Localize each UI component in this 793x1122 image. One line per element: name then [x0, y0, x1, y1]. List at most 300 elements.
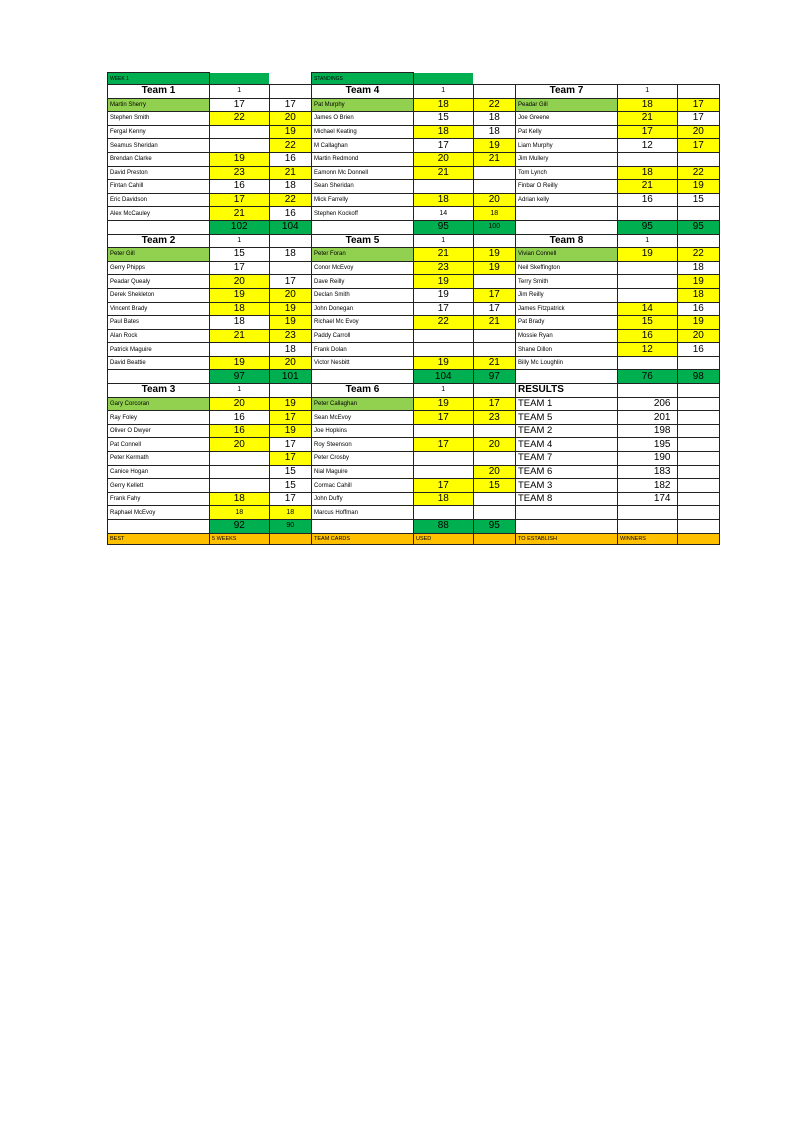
player-row: [108, 411, 720, 425]
score-b: 21: [473, 356, 516, 370]
score-b: 18: [473, 207, 516, 221]
score-b: 22: [269, 193, 312, 207]
score-a: 15: [414, 112, 474, 126]
empty-cell: [473, 85, 516, 99]
score-a: 18: [414, 492, 474, 506]
result-team: TEAM 5: [516, 411, 618, 425]
score-a: 19: [210, 152, 270, 166]
total-b: 100: [473, 220, 516, 234]
score-a: 15: [618, 316, 678, 330]
score-a: [618, 152, 678, 166]
team-name: Team 7: [516, 85, 618, 99]
team-name: Team 6: [312, 384, 414, 398]
score-b: 18: [269, 248, 312, 262]
score-a: 21: [618, 180, 678, 194]
score-a: 18: [414, 193, 474, 207]
score-b: 22: [473, 98, 516, 112]
player-row: [108, 356, 720, 370]
player-name: Finbar O Reilly: [516, 180, 618, 194]
player-row: [108, 139, 720, 153]
empty-cell: [677, 438, 720, 452]
totals-row: [108, 220, 720, 234]
player-row: [108, 207, 720, 221]
score-a: 19: [414, 397, 474, 411]
player-row: [108, 248, 720, 262]
score-a: 17: [210, 98, 270, 112]
score-b: 17: [677, 139, 720, 153]
player-name: Gary Corcoran: [108, 397, 210, 411]
score-b: 17: [269, 275, 312, 289]
score-b: 17: [269, 492, 312, 506]
score-b: 15: [269, 465, 312, 479]
score-a: 17: [414, 479, 474, 493]
player-name: Conor McEvoy: [312, 261, 414, 275]
score-a: 18: [618, 166, 678, 180]
player-name: Sean Sheridan: [312, 180, 414, 194]
week-number: 1: [618, 234, 678, 248]
score-b: 20: [677, 329, 720, 343]
score-b: [269, 261, 312, 275]
empty-cell: [677, 479, 720, 493]
player-name: Vincent Brady: [108, 302, 210, 316]
total-b: 104: [269, 220, 312, 234]
player-name: Terry Smith: [516, 275, 618, 289]
player-name: Stephen Kockoff: [312, 207, 414, 221]
player-name: Michael Keating: [312, 125, 414, 139]
week-number: 1: [210, 234, 270, 248]
player-name: Paddy Carroll: [312, 329, 414, 343]
total-a: 104: [414, 370, 474, 384]
score-a: 20: [414, 152, 474, 166]
player-name: Vivian Connell: [516, 248, 618, 262]
player-name: Richael Mc Evoy: [312, 316, 414, 330]
score-b: 19: [677, 316, 720, 330]
empty-cell: [516, 520, 618, 534]
score-b: [677, 207, 720, 221]
score-a: 19: [414, 288, 474, 302]
score-a: 23: [210, 166, 270, 180]
result-team: TEAM 3: [516, 479, 618, 493]
player-name: James Fitzpatrick: [516, 302, 618, 316]
player-row: [108, 316, 720, 330]
score-a: 22: [210, 112, 270, 126]
score-a: [210, 465, 270, 479]
score-a: [414, 329, 474, 343]
player-name: Neil Skeffington: [516, 261, 618, 275]
total-b: 98: [677, 370, 720, 384]
player-name: [516, 207, 618, 221]
score-a: 18: [414, 98, 474, 112]
score-b: 22: [677, 248, 720, 262]
result-team: TEAM 4: [516, 438, 618, 452]
empty-cell: [677, 384, 720, 398]
score-b: 22: [677, 166, 720, 180]
player-name: Oliver O Dwyer: [108, 424, 210, 438]
total-b: 90: [269, 520, 312, 534]
player-name: Dave Reilly: [312, 275, 414, 289]
score-a: [210, 479, 270, 493]
score-a: [618, 261, 678, 275]
score-b: 21: [269, 166, 312, 180]
score-a: 18: [414, 125, 474, 139]
score-b: [473, 343, 516, 357]
player-name: Cormac Cahill: [312, 479, 414, 493]
team-header-row: [108, 234, 720, 248]
empty-cell: [677, 492, 720, 506]
score-a: [618, 356, 678, 370]
score-a: 19: [618, 248, 678, 262]
score-b: 20: [269, 356, 312, 370]
total-a: 95: [414, 220, 474, 234]
result-score: 182: [618, 479, 678, 493]
total-a: 88: [414, 520, 474, 534]
score-b: 16: [269, 152, 312, 166]
player-name: Frank Dolan: [312, 343, 414, 357]
total-a: 76: [618, 370, 678, 384]
score-b: [473, 492, 516, 506]
player-name: Patrick Maguire: [108, 343, 210, 357]
player-row: [108, 438, 720, 452]
player-name: Alex McCauley: [108, 207, 210, 221]
week-number: 1: [618, 85, 678, 99]
totals-row: [108, 370, 720, 384]
week-number: 1: [414, 85, 474, 99]
week-number: 1: [210, 384, 270, 398]
player-name: James O Brien: [312, 112, 414, 126]
score-a: 21: [210, 207, 270, 221]
score-a: 16: [618, 193, 678, 207]
empty-cell: [677, 397, 720, 411]
player-name: Pat Connell: [108, 438, 210, 452]
player-name: Derek Shekleton: [108, 288, 210, 302]
player-name: Mossie Ryan: [516, 329, 618, 343]
result-score: 195: [618, 438, 678, 452]
player-name: Paul Bates: [108, 316, 210, 330]
score-b: 17: [473, 288, 516, 302]
empty-cell: [312, 370, 414, 384]
result-score: 206: [618, 397, 678, 411]
score-b: 16: [677, 343, 720, 357]
score-a: 14: [618, 302, 678, 316]
score-b: 18: [269, 180, 312, 194]
player-name: David Beattie: [108, 356, 210, 370]
score-b: 20: [473, 193, 516, 207]
score-b: 18: [677, 288, 720, 302]
player-name: Martin Redmond: [312, 152, 414, 166]
team-name: Team 1: [108, 85, 210, 99]
score-b: 18: [473, 112, 516, 126]
player-name: Mick Farrelly: [312, 193, 414, 207]
score-b: [473, 180, 516, 194]
score-a: [210, 139, 270, 153]
empty-cell: [677, 452, 720, 466]
score-a: 18: [210, 506, 270, 520]
total-b: 101: [269, 370, 312, 384]
label-row: [108, 73, 720, 85]
score-b: 18: [473, 125, 516, 139]
player-name: Pat Kelly: [516, 125, 618, 139]
score-a: 16: [210, 180, 270, 194]
score-b: 15: [473, 479, 516, 493]
score-a: 18: [618, 98, 678, 112]
empty-cell: [269, 85, 312, 99]
player-row: [108, 275, 720, 289]
player-row: [108, 397, 720, 411]
score-b: [473, 452, 516, 466]
footer-cell: TEAM CARDS: [312, 533, 414, 544]
score-a: 22: [414, 316, 474, 330]
player-row: [108, 343, 720, 357]
score-a: 18: [210, 492, 270, 506]
empty-cell: [108, 520, 210, 534]
week-label: WEEK 1: [108, 73, 210, 85]
player-name: Peter Gill: [108, 248, 210, 262]
standings-label: STANDINGS: [312, 73, 414, 85]
label-spacer: [516, 73, 618, 85]
score-a: 17: [414, 438, 474, 452]
result-team: TEAM 6: [516, 465, 618, 479]
score-a: [414, 465, 474, 479]
player-row: [108, 452, 720, 466]
player-name: Brendan Clarke: [108, 152, 210, 166]
footer-cell: USED: [414, 533, 474, 544]
result-score: 190: [618, 452, 678, 466]
score-b: [677, 356, 720, 370]
score-b: 19: [269, 316, 312, 330]
score-a: 20: [210, 438, 270, 452]
empty-cell: [677, 234, 720, 248]
player-row: [108, 152, 720, 166]
score-a: 17: [414, 411, 474, 425]
player-name: Peter Crosby: [312, 452, 414, 466]
result-score: 174: [618, 492, 678, 506]
player-name: Joe Greene: [516, 112, 618, 126]
player-name: Jim Reilly: [516, 288, 618, 302]
score-a: 21: [414, 166, 474, 180]
player-name: Billy Mc Loughlin: [516, 356, 618, 370]
player-row: [108, 125, 720, 139]
score-b: [473, 275, 516, 289]
player-name: Shane Dillon: [516, 343, 618, 357]
label-spacer: [618, 73, 678, 85]
player-row: [108, 329, 720, 343]
player-name: Raphael McEvoy: [108, 506, 210, 520]
total-a: 95: [618, 220, 678, 234]
score-b: [473, 424, 516, 438]
totals-row: [108, 520, 720, 534]
score-b: 17: [269, 411, 312, 425]
score-b: 18: [269, 506, 312, 520]
label-spacer: [473, 73, 516, 85]
total-a: 97: [210, 370, 270, 384]
empty-cell: [108, 370, 210, 384]
label-spacer: [269, 73, 312, 85]
score-b: [473, 329, 516, 343]
total-a: 102: [210, 220, 270, 234]
result-score: 198: [618, 424, 678, 438]
score-b: [677, 152, 720, 166]
team-name: Team 8: [516, 234, 618, 248]
team-header-row: [108, 384, 720, 398]
player-row: [108, 465, 720, 479]
score-a: 16: [210, 411, 270, 425]
player-row: [108, 180, 720, 194]
score-b: 19: [269, 397, 312, 411]
total-b: 95: [677, 220, 720, 234]
player-name: Peadar Gill: [516, 98, 618, 112]
team-name: Team 4: [312, 85, 414, 99]
footer-cell: WINNERS: [618, 533, 678, 544]
player-row: [108, 302, 720, 316]
result-team: TEAM 1: [516, 397, 618, 411]
results-title: RESULTS: [516, 384, 618, 398]
score-b: [473, 166, 516, 180]
player-name: Joe Hopkins: [312, 424, 414, 438]
score-b: 17: [269, 98, 312, 112]
score-a: 12: [618, 343, 678, 357]
score-b: 20: [269, 288, 312, 302]
score-a: 18: [210, 316, 270, 330]
score-a: 15: [210, 248, 270, 262]
score-b: 21: [473, 152, 516, 166]
score-b: 20: [677, 125, 720, 139]
score-b: [473, 506, 516, 520]
score-a: [414, 452, 474, 466]
empty-cell: [312, 520, 414, 534]
player-row: [108, 98, 720, 112]
player-row: [108, 506, 720, 520]
player-name: Gerry Kellett: [108, 479, 210, 493]
score-b: 17: [473, 302, 516, 316]
footer-cell: [473, 533, 516, 544]
player-name: Liam Murphy: [516, 139, 618, 153]
player-name: Victor Nesbitt: [312, 356, 414, 370]
empty-cell: [269, 384, 312, 398]
footer-row: [108, 533, 720, 544]
score-b: 22: [269, 139, 312, 153]
score-a: 21: [414, 248, 474, 262]
player-name: Fintan Cahill: [108, 180, 210, 194]
result-score: 201: [618, 411, 678, 425]
player-name: Peter Callaghan: [312, 397, 414, 411]
score-b: 17: [269, 452, 312, 466]
score-b: 20: [473, 438, 516, 452]
player-name: Martin Sherry: [108, 98, 210, 112]
label-spacer: [677, 73, 720, 85]
player-name: Alan Rock: [108, 329, 210, 343]
score-a: [618, 288, 678, 302]
team-name: Team 3: [108, 384, 210, 398]
player-name: Tom Lynch: [516, 166, 618, 180]
team-name: Team 2: [108, 234, 210, 248]
score-a: [210, 125, 270, 139]
player-row: [108, 479, 720, 493]
score-a: 14: [414, 207, 474, 221]
score-a: [618, 207, 678, 221]
player-row: [108, 166, 720, 180]
empty-cell: [516, 220, 618, 234]
player-name: Peter Foran: [312, 248, 414, 262]
footer-cell: TO ESTABLISH: [516, 533, 618, 544]
player-row: [108, 424, 720, 438]
player-name: Peter Kermath: [108, 452, 210, 466]
score-b: 23: [473, 411, 516, 425]
empty-cell: [108, 220, 210, 234]
score-a: [414, 506, 474, 520]
score-a: [618, 275, 678, 289]
score-a: [414, 424, 474, 438]
player-name: Gerry Phipps: [108, 261, 210, 275]
player-name: Seamus Sheridan: [108, 139, 210, 153]
score-a: 19: [414, 356, 474, 370]
score-b: 18: [269, 343, 312, 357]
player-name: John Duffy: [312, 492, 414, 506]
empty-cell: [618, 384, 678, 398]
score-a: 17: [414, 302, 474, 316]
score-b: 16: [677, 302, 720, 316]
score-a: 17: [414, 139, 474, 153]
score-a: [210, 343, 270, 357]
player-name: Frank Fahy: [108, 492, 210, 506]
team-name: Team 5: [312, 234, 414, 248]
empty-cell: [677, 506, 720, 520]
score-a: 12: [618, 139, 678, 153]
empty-cell: [677, 465, 720, 479]
player-row: [108, 492, 720, 506]
score-b: 19: [269, 424, 312, 438]
player-name: Pat Murphy: [312, 98, 414, 112]
score-b: 16: [269, 207, 312, 221]
player-name: Sean McEvoy: [312, 411, 414, 425]
score-a: 16: [618, 329, 678, 343]
player-name: Ray Foley: [108, 411, 210, 425]
player-name: M Callaghan: [312, 139, 414, 153]
empty-cell: [677, 411, 720, 425]
score-a: 20: [210, 397, 270, 411]
week-number: 1: [414, 384, 474, 398]
score-b: 17: [269, 438, 312, 452]
player-name: David Preston: [108, 166, 210, 180]
player-name: Adrian kelly: [516, 193, 618, 207]
total-a: 92: [210, 520, 270, 534]
player-name: Eric Davidson: [108, 193, 210, 207]
label-spacer: [210, 73, 270, 85]
score-b: 21: [473, 316, 516, 330]
score-a: 21: [210, 329, 270, 343]
player-name: Peadar Quealy: [108, 275, 210, 289]
score-a: 16: [210, 424, 270, 438]
score-a: 19: [210, 356, 270, 370]
footer-cell: [677, 533, 720, 544]
player-name: Nial Maguire: [312, 465, 414, 479]
score-b: 19: [677, 275, 720, 289]
player-name: Canice Hogan: [108, 465, 210, 479]
total-b: 97: [473, 370, 516, 384]
score-b: 19: [473, 139, 516, 153]
score-b: 23: [269, 329, 312, 343]
player-name: Eamonn Mc Donnell: [312, 166, 414, 180]
player-row: [108, 193, 720, 207]
player-name: Stephen Smith: [108, 112, 210, 126]
standings-sheet: [107, 72, 720, 545]
score-a: 21: [618, 112, 678, 126]
player-row: [108, 288, 720, 302]
result-team: TEAM 2: [516, 424, 618, 438]
score-b: 19: [269, 125, 312, 139]
result-team: [516, 506, 618, 520]
empty-cell: [677, 520, 720, 534]
score-b: 15: [269, 479, 312, 493]
